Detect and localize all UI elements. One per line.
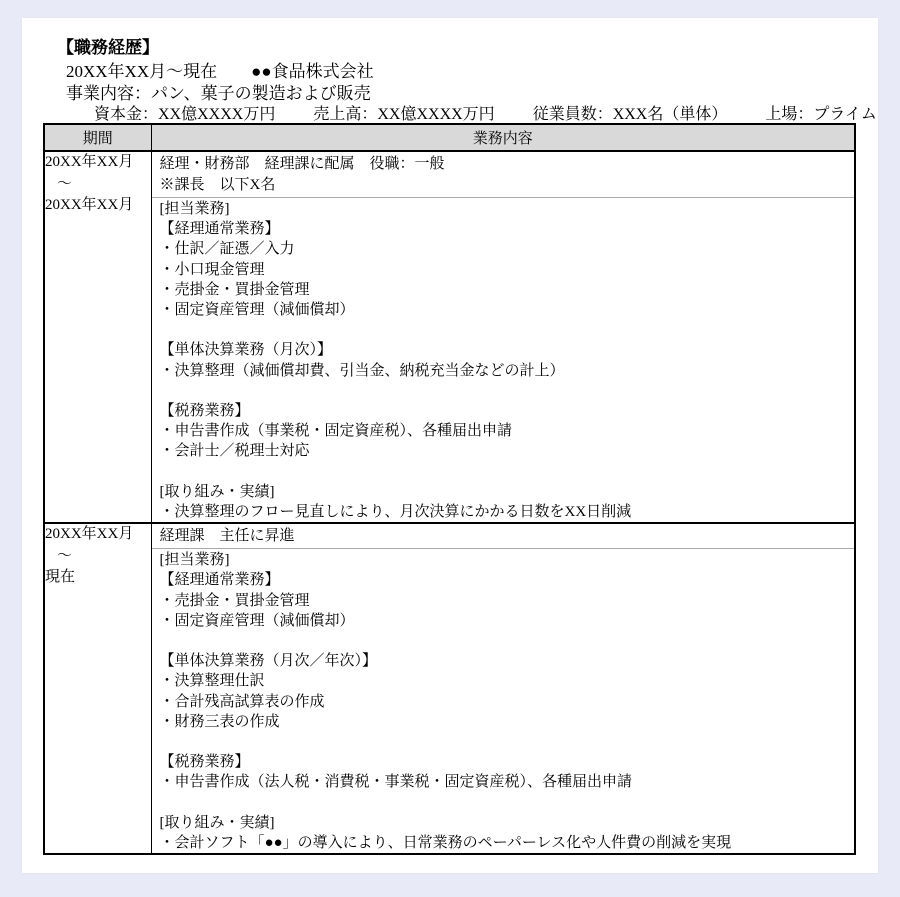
column-header-duties: 業務内容 (151, 124, 855, 151)
detail-line (160, 793, 847, 813)
period-line: 20XX年XX月 (45, 526, 134, 543)
detail-line: [取り組み・実績] (159, 814, 275, 831)
period-line: ～ (57, 547, 73, 564)
table-header-row (44, 124, 855, 151)
career-history-table-wrap (43, 123, 856, 855)
job-title (152, 524, 855, 549)
section-title: 【職務経歴】 (57, 38, 159, 57)
period-cell (44, 523, 151, 854)
detail-line: 【経理通常業務】 (159, 572, 280, 589)
table-row (44, 523, 855, 854)
period-line: 20XX年XX月 (45, 154, 134, 170)
detail-line: [担当業務] (159, 201, 230, 217)
company-name-line: 20XX年XX月～現在 ●●食品株式会社 (66, 62, 374, 81)
detail-line: ・申告書作成（法人税・消費税・事業税・固定資産税）、各種届出申請 (159, 774, 633, 791)
stat-listing: 上場：プライム (765, 106, 877, 123)
stat-capital: 資本金：XX億XXXX万円 (94, 106, 276, 123)
stat-employees: 従業員数：XXX名（単体） (532, 106, 728, 123)
period-line: 現在 (45, 569, 76, 586)
career-table-body (44, 151, 855, 854)
detail-line: 【単体決算業務（月次）】 (159, 342, 333, 359)
job-title (152, 152, 855, 198)
detail-line: ・申告書作成（事業税・固定資産税）、各種届出申請 (159, 423, 513, 440)
business-description-line: 事業内容：パン、菓子の製造および販売 (66, 84, 371, 103)
resume-page (22, 18, 878, 873)
period-line: 20XX年XX月 (45, 197, 134, 213)
detail-line: ・仕訳／証憑／入力 (159, 241, 295, 258)
detail-line: ・小口現金管理 (159, 261, 265, 278)
detail-line: 【単体決算業務（月次／年次）】 (159, 653, 378, 670)
duties-cell (151, 151, 855, 523)
detail-line: 【経理通常業務】 (159, 221, 280, 238)
period-cell (44, 151, 151, 523)
table-row (44, 151, 855, 523)
detail-line (160, 381, 847, 401)
detail-line: 【税務業務】 (159, 754, 250, 771)
detail-line: ・固定資産管理（減価償却） (159, 612, 355, 629)
duties-cell (151, 523, 855, 854)
job-details (152, 549, 855, 853)
detail-line: ・会計ソフト「●●」の導入により、日常業務のペーパーレス化や人件費の削減を実現 (159, 835, 732, 852)
detail-line: ・決算整理（減価償却費、引当金、納税充当金などの計上） (159, 362, 565, 379)
detail-line: ・売掛金・買掛金管理 (159, 281, 310, 298)
detail-line (160, 631, 847, 651)
column-header-period: 期間 (44, 124, 151, 151)
detail-line (160, 732, 847, 752)
period-line: ～ (57, 175, 73, 192)
detail-line: ・決算整理仕訳 (159, 673, 265, 690)
detail-line: ・決算整理のフロー見直しにより、月次決算にかかる日数をXX日削減 (159, 504, 632, 521)
job-title-line: 経理課 主任に昇進 (159, 528, 295, 545)
detail-line: [取り組み・実績] (159, 483, 275, 500)
detail-line: ・財務三表の作成 (159, 713, 280, 730)
detail-line: ・合計残高試算表の作成 (159, 693, 325, 710)
detail-line (160, 320, 847, 340)
stat-sales: 売上高：XX億XXXX万円 (313, 106, 495, 123)
detail-line: [担当業務] (159, 552, 230, 569)
career-history-table (43, 123, 856, 855)
job-title-line: 経理・財務部 経理課に配属 役職：一般 (159, 156, 445, 172)
detail-line: 【税務業務】 (159, 403, 250, 420)
detail-line (160, 462, 847, 482)
job-details (152, 198, 855, 522)
detail-line: ・売掛金・買掛金管理 (159, 592, 310, 609)
company-stats-line (94, 105, 877, 124)
job-title-line: ※課長 以下X名 (159, 177, 276, 193)
detail-line: ・会計士／税理士対応 (159, 443, 310, 460)
detail-line: ・固定資産管理（減価償却） (159, 302, 355, 319)
